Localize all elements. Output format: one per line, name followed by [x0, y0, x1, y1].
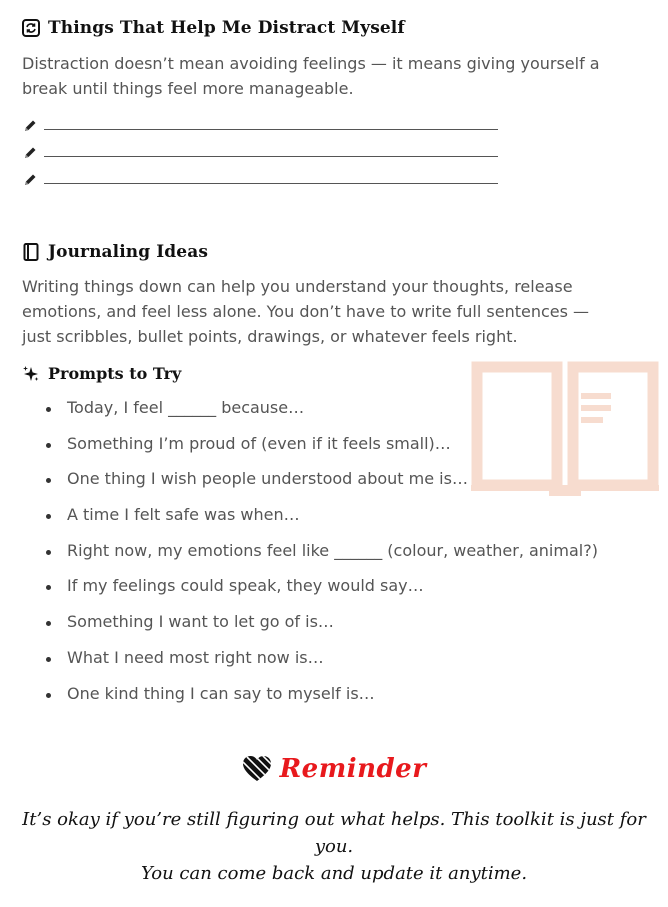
- repeat-icon: [22, 19, 40, 37]
- list-item: Today, I feel ______ because…: [22, 392, 598, 428]
- distract-section-heading: [22, 18, 405, 38]
- journaling-description: Writing things down can help you understand your thoughts, release emotions, and feel less alone. You don’t have to write full sentences — just scribbles, bullet points, drawings, or whatever feels right.: [22, 277, 590, 346]
- list-item: Something I want to let go of is…: [22, 606, 598, 642]
- list-item: A time I felt safe was when…: [22, 499, 598, 535]
- sparkles-icon: [22, 365, 40, 383]
- list-item: One kind thing I can say to myself is…: [22, 678, 598, 714]
- reminder-line-1: It’s okay if you’re still figuring out what helps. This toolkit is just for you.: [22, 809, 646, 857]
- list-item: What I need most right now is…: [22, 642, 598, 678]
- prompts-title: Prompts to Try: [48, 364, 182, 383]
- journaling-section-heading: [22, 242, 208, 262]
- write-line-3[interactable]: [22, 168, 498, 188]
- list-item: Something I’m proud of (even if it feels small)…: [22, 428, 598, 464]
- list-item: If my feelings could speak, they would say…: [22, 570, 598, 606]
- write-line-1[interactable]: [22, 114, 498, 134]
- write-line-rule: [44, 183, 498, 184]
- prompts-list: [22, 392, 598, 713]
- notebook-icon: [22, 243, 40, 261]
- list-item: Right now, my emotions feel like ______ (colour, weather, animal?): [22, 535, 598, 571]
- list-item: One thing I wish people understood about me is…: [22, 463, 598, 499]
- journaling-title: Journaling Ideas: [48, 242, 208, 262]
- distract-title: Things That Help Me Distract Myself: [48, 18, 405, 38]
- pencil-icon: [22, 145, 38, 161]
- write-line-2[interactable]: [22, 141, 498, 161]
- pencil-icon: [22, 118, 38, 134]
- write-line-rule: [44, 156, 498, 157]
- heart-icon: [242, 755, 272, 783]
- reminder-line-2: You can come back and update it anytime.: [140, 863, 528, 884]
- write-line-rule: [44, 129, 498, 130]
- prompts-heading: [22, 364, 181, 383]
- pencil-icon: [22, 172, 38, 188]
- distract-description: Distraction doesn’t mean avoiding feelings — it means giving yourself a break until things feel more manageable.: [22, 54, 600, 98]
- reminder-text: [20, 806, 648, 887]
- reminder-title: Reminder: [279, 754, 427, 784]
- reminder-heading: [0, 754, 668, 784]
